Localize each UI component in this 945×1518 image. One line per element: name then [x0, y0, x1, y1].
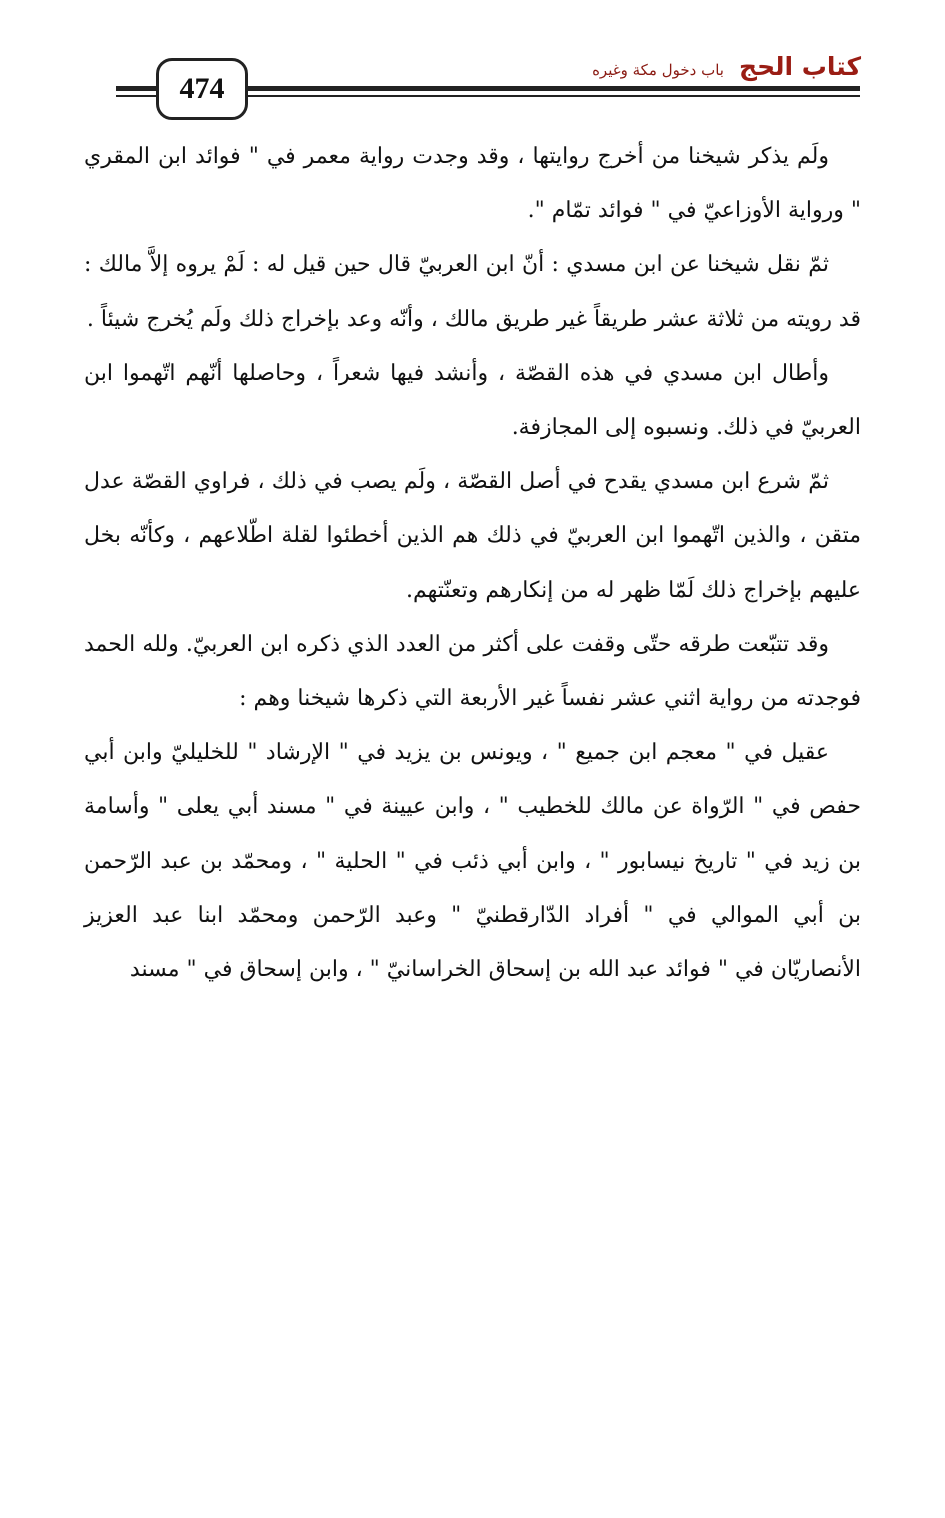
- page-number: 474: [179, 72, 225, 105]
- paragraph: وقد تتبّعت طرقه حتّى وقفت على أكثر من العدد الذي ذكره ابن العربيّ. ولله الحمد فوجدته من رواية اثني عشر نفساً غير الأربعة التي ذكرها شيخنا وهم :: [84, 631, 861, 712]
- running-head: [592, 52, 861, 81]
- header-rule-thin-left: [116, 95, 156, 97]
- paragraph: عقيل في " معجم ابن جميع " ، ويونس بن يزيد في " الإرشاد " للخليليّ وابن أبي حفص في " الرّواة عن مالك للخطيب " ، وابن عيينة في " مسند أبي يعلى " وأسامة بن زيد في " تاريخ نيسابور " ، وابن أبي ذئب في " الحلية " ، ومحمّد بن عبد الرّحمن بن أبي الموالي في " أفراد الدّارقطنيّ " وعبد الرّحمن ومحمّد ابنا عبد العزيز الأنصاريّان في " فوائد عبد الله بن إسحاق الخراسانيّ " ، وابن إسحاق في " مسند: [84, 740, 861, 983]
- paragraph: ولَم يذكر شيخنا من أخرج روايتها ، وقد وجدت رواية معمر في " فوائد ابن المقري " ورواية الأوزاعيّ في " فوائد تمّام ".: [84, 144, 861, 224]
- header-rule-thick-right: [245, 86, 860, 91]
- page-number-box: [156, 58, 248, 120]
- book-title: كتاب الحج: [739, 52, 861, 81]
- header-rule-thick-left: [116, 86, 156, 91]
- paragraph: وأطال ابن مسدي في هذه القصّة ، وأنشد فيها شعراً ، وحاصلها أنّهم اتّهموا ابن العربيّ في ذلك. ونسبوه إلى المجازفة.: [84, 360, 861, 441]
- chapter-title: باب دخول مكة وغيره: [592, 61, 724, 79]
- paragraph: ثمّ شرع ابن مسدي يقدح في أصل القصّة ، ولَم يصب في ذلك ، فراوي القصّة عدل متقن ، والذين اتّهموا ابن العربيّ في ذلك هم الذين أخطئوا لقلة اطّلاعهم ، وكأنّه بخل عليهم بإخراج ذلك لَمّا ظهر له من إنكارهم وتعنّتهم.: [84, 469, 861, 603]
- header-rule-thin-right: [245, 95, 860, 97]
- body-text: [84, 130, 861, 1400]
- paragraph: ثمّ نقل شيخنا عن ابن مسدي : أنّ ابن العربيّ قال حين قيل له : لَمْ يروه إلاَّ مالك : قد رويته من ثلاثة عشر طريقاً غير طريق مالك ، وأنّه وعد بإخراج ذلك ولَم يُخرج شيئاً .: [84, 252, 861, 332]
- page-header: [0, 0, 945, 130]
